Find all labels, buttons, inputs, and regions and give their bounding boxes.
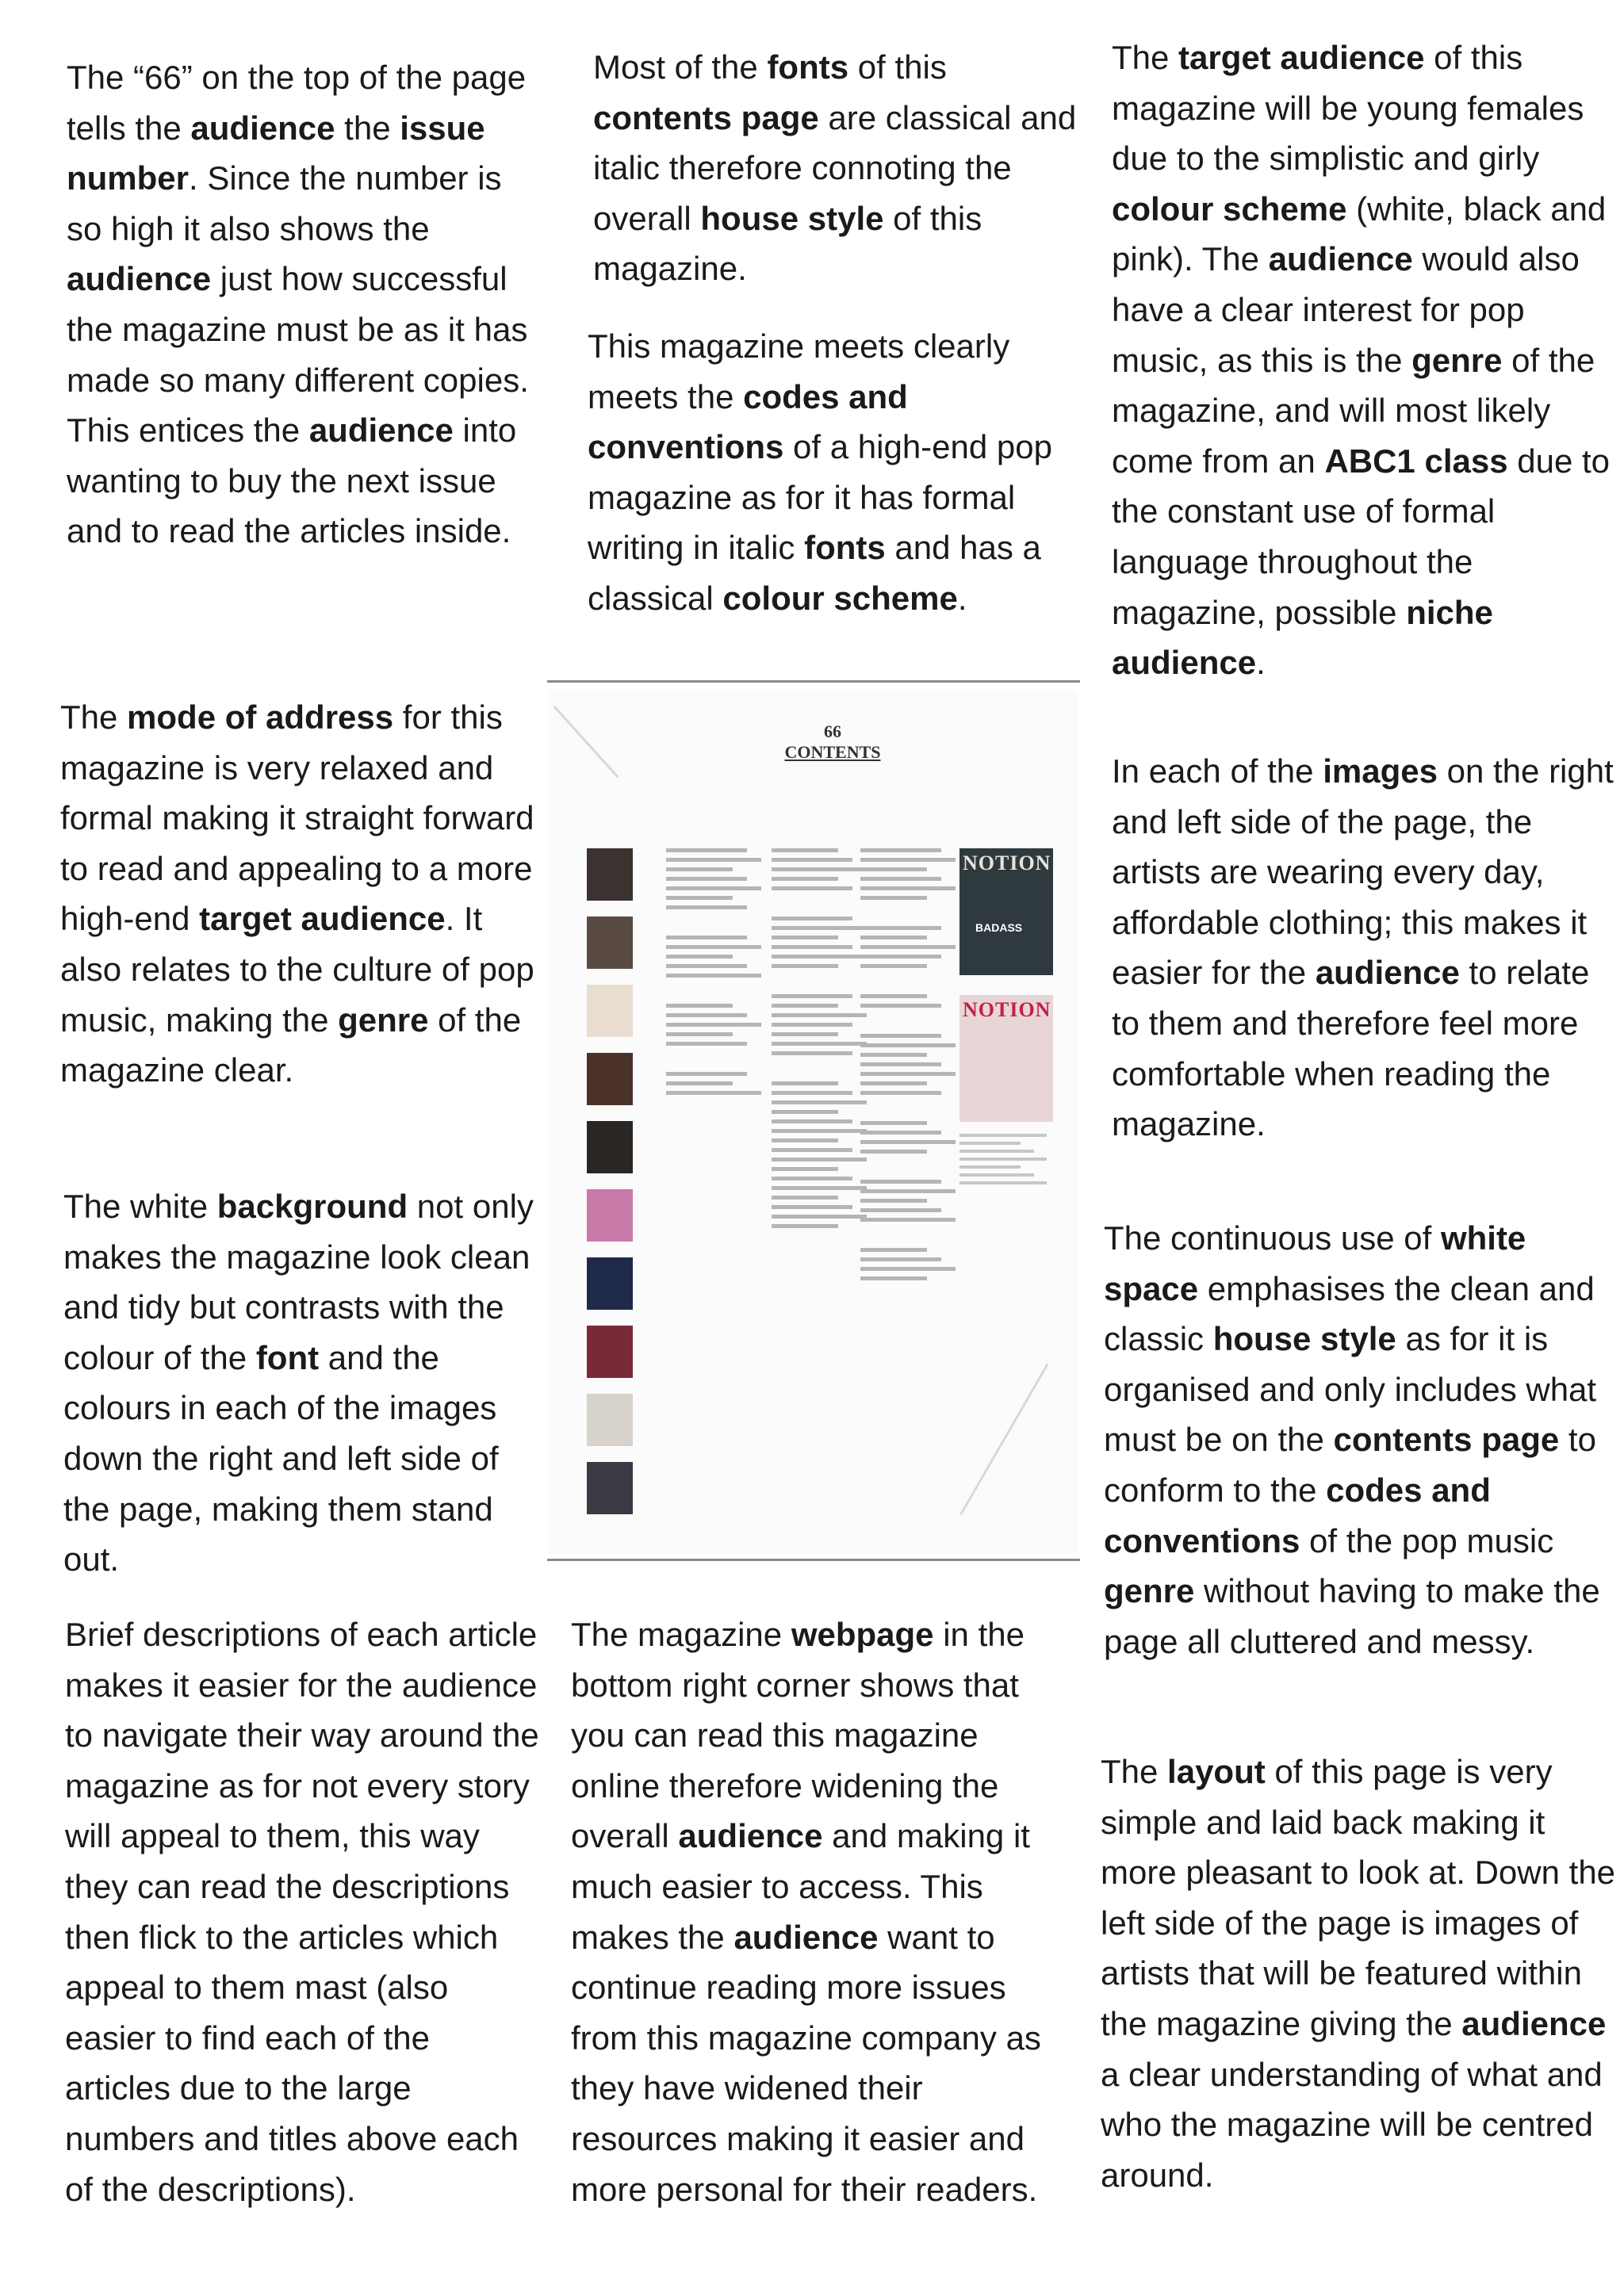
contents-column-2 [772, 848, 867, 1234]
magazine-cover-1 [959, 848, 1053, 975]
contents-sidebar-text [959, 1134, 1047, 1189]
para-target-audience: The target audience of this magazine will be young females due to the simplistic and girly colour scheme (white, black and pink). The audience would also have a clear interest for pop music, as this is the genre of the magazine, and will most likely come from an ABC1 class due to the constant use of formal language throughout the magazine, possible niche audience. [1112, 39, 1611, 682]
cover-masthead: NOTION [963, 998, 1051, 1021]
para-layout: The layout of this page is very simple and laid back making it more pleasant to look at. Down the left side of the page is images of artists that will be featured within the magazine giving the audience a clear understanding of what and who the magazine will be centred around. [1101, 1753, 1616, 2194]
contents-page-thumbnail [547, 690, 1078, 1554]
artist-photo [587, 916, 633, 969]
artist-photo [587, 985, 633, 1037]
contents-column-1 [666, 848, 761, 1100]
para-descriptions: Brief descriptions of each article makes it easier for the audience to navigate their way around the magazine as for not every story will appeal to them, this way they can read the descriptions then flick to the articles which appeal to them mast (also easier to find each of the articles due to the large numbers and titles above each of the descriptions). [65, 1616, 539, 2208]
artist-photo [587, 848, 633, 901]
contents-title: CONTENTS [784, 742, 881, 762]
artist-thumbnails [587, 848, 633, 1530]
para-images: In each of the images on the right and left side of the page, the artists are wearing every day, affordable clothing; this makes it easier for the audience to relate to them and therefore feel more comfortable when reading the magazine. [1112, 752, 1614, 1143]
divider-top [547, 680, 1080, 683]
decorative-line [959, 1363, 1049, 1515]
contents-column-3 [860, 848, 956, 1286]
issue-number: 66 [824, 721, 841, 741]
decorative-line [553, 706, 619, 778]
para-issue-number: The “66” on the top of the page tells the audience the issue number. Since the number is so high it also shows the audience just how successful the magazine must be as it has made so many different copies. This entices the audience into wanting to buy the next issue and to read the articles inside. [67, 59, 529, 550]
magazine-cover-2 [959, 995, 1053, 1122]
para-fonts: Most of the fonts of this contents page are classical and italic therefore connoting the overall house style of this magazine. [593, 48, 1077, 288]
artist-photo [587, 1121, 633, 1173]
para-background: The white background not only makes the magazine look clean and tidy but contrasts with the colour of the font and the colours in each of the images down the right and left side of the page, making them stand out. [63, 1188, 534, 1578]
divider-bottom [547, 1559, 1080, 1561]
para-webpage: The magazine webpage in the bottom right corner shows that you can read this magazine online therefore widening the overall audience and making it much easier to access. This makes the audience want to continue reading more issues from this magazine company as they have widened their resources making it easier and more personal for their readers. [571, 1616, 1041, 2208]
cover-masthead: NOTION [963, 851, 1051, 874]
cover-tagline: BADASS [975, 921, 1023, 934]
para-codes: This magazine meets clearly meets the codes and conventions of a high-end pop magazine as for it has formal writing in italic fonts and has a classical colour scheme. [588, 327, 1052, 617]
artist-photo [587, 1053, 633, 1105]
artist-photo [587, 1189, 633, 1242]
artist-photo [587, 1394, 633, 1446]
artist-photo [587, 1257, 633, 1310]
para-mode-of-address: The mode of address for this magazine is very relaxed and formal making it straight forward to read and appealing to a more high-end target audience. It also relates to the culture of pop music, making the genre of the magazine clear. [60, 698, 534, 1089]
para-white-space: The continuous use of white space emphasises the clean and classic house style as for it is organised and only includes what must be on the contents page to conform to the codes and conventions of the pop music genre without having to make the page all cluttered and messy. [1104, 1219, 1600, 1660]
artist-photo [587, 1326, 633, 1378]
artist-photo [587, 1462, 633, 1514]
